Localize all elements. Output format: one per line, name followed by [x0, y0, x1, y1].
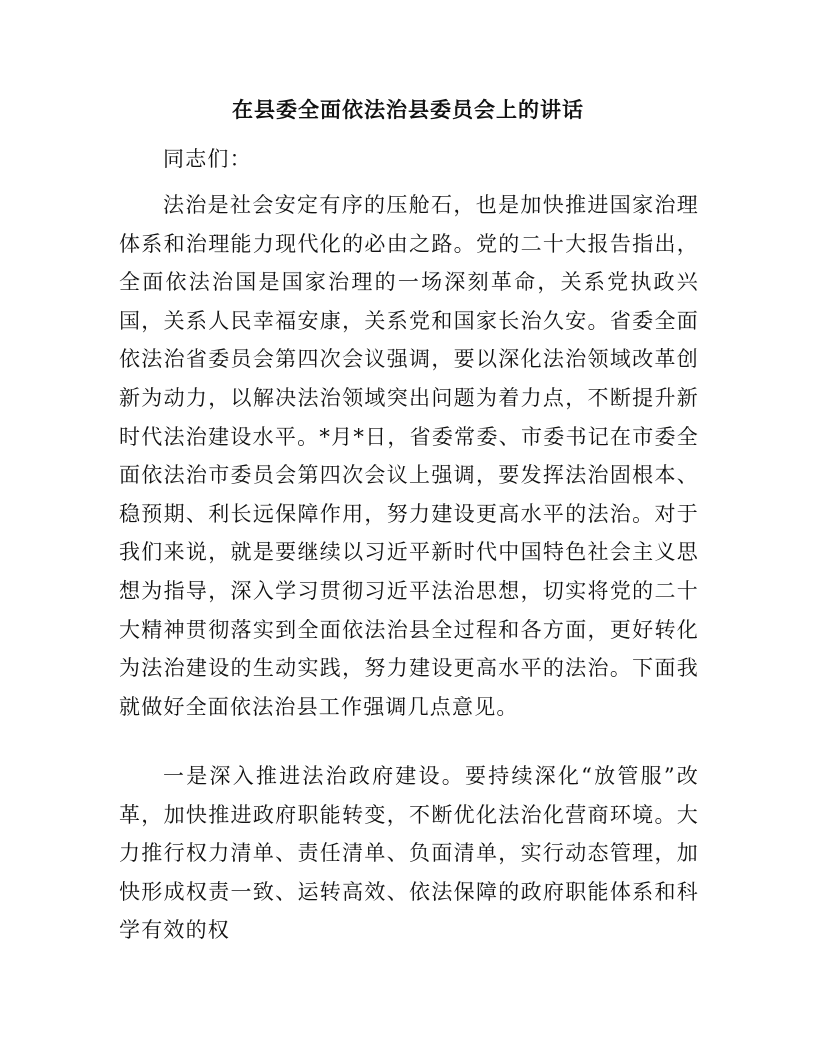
paragraph-point-one: 一是深入推进法治政府建设。要持续深化“放管服”改革，加快推进政府职能转变，不断优化法治化营商环境。大力推行权力清单、责任清单、负面清单，实行动态管理，加快形成权责一致、运转高效、依法保障的政府职能体系和科学有效的权: [119, 764, 699, 943]
greeting: 同志们：: [163, 147, 252, 171]
paragraph-intro: 法治是社会安定有序的压舱石，也是加快推进国家治理体系和治理能力现代化的必由之路。党的二十大报告指出，全面依法治国是国家治理的一场深刻革命，关系党执政兴国，关系人民幸福安康，关系党和国家长治久安。省委全面依法治省委员会第四次会议强调，要以深化法治领域改革创新为动力，以解决法治领域突出问题为着力点，不断提升新时代法治建设水平。*月*日，省委常委、市委书记在市委全面依法治市委员会第四次会议上强调，要发挥法治固根本、稳预期、利长远保障作用，努力建设更高水平的法治。对于我们来说，就是要继续以习近平新时代中国特色社会主义思想为指导，深入学习贯彻习近平法治思想，切实将党的二十大精神贯彻落实到全面依法治县全过程和各方面，更好转化为法治建设的生动实践，努力建设更高水平的法治。下面我就做好全面依法治县工作强调几点意见。: [119, 193, 699, 719]
document-title: 在县委全面依法治县委员会上的讲话: [232, 97, 584, 122]
